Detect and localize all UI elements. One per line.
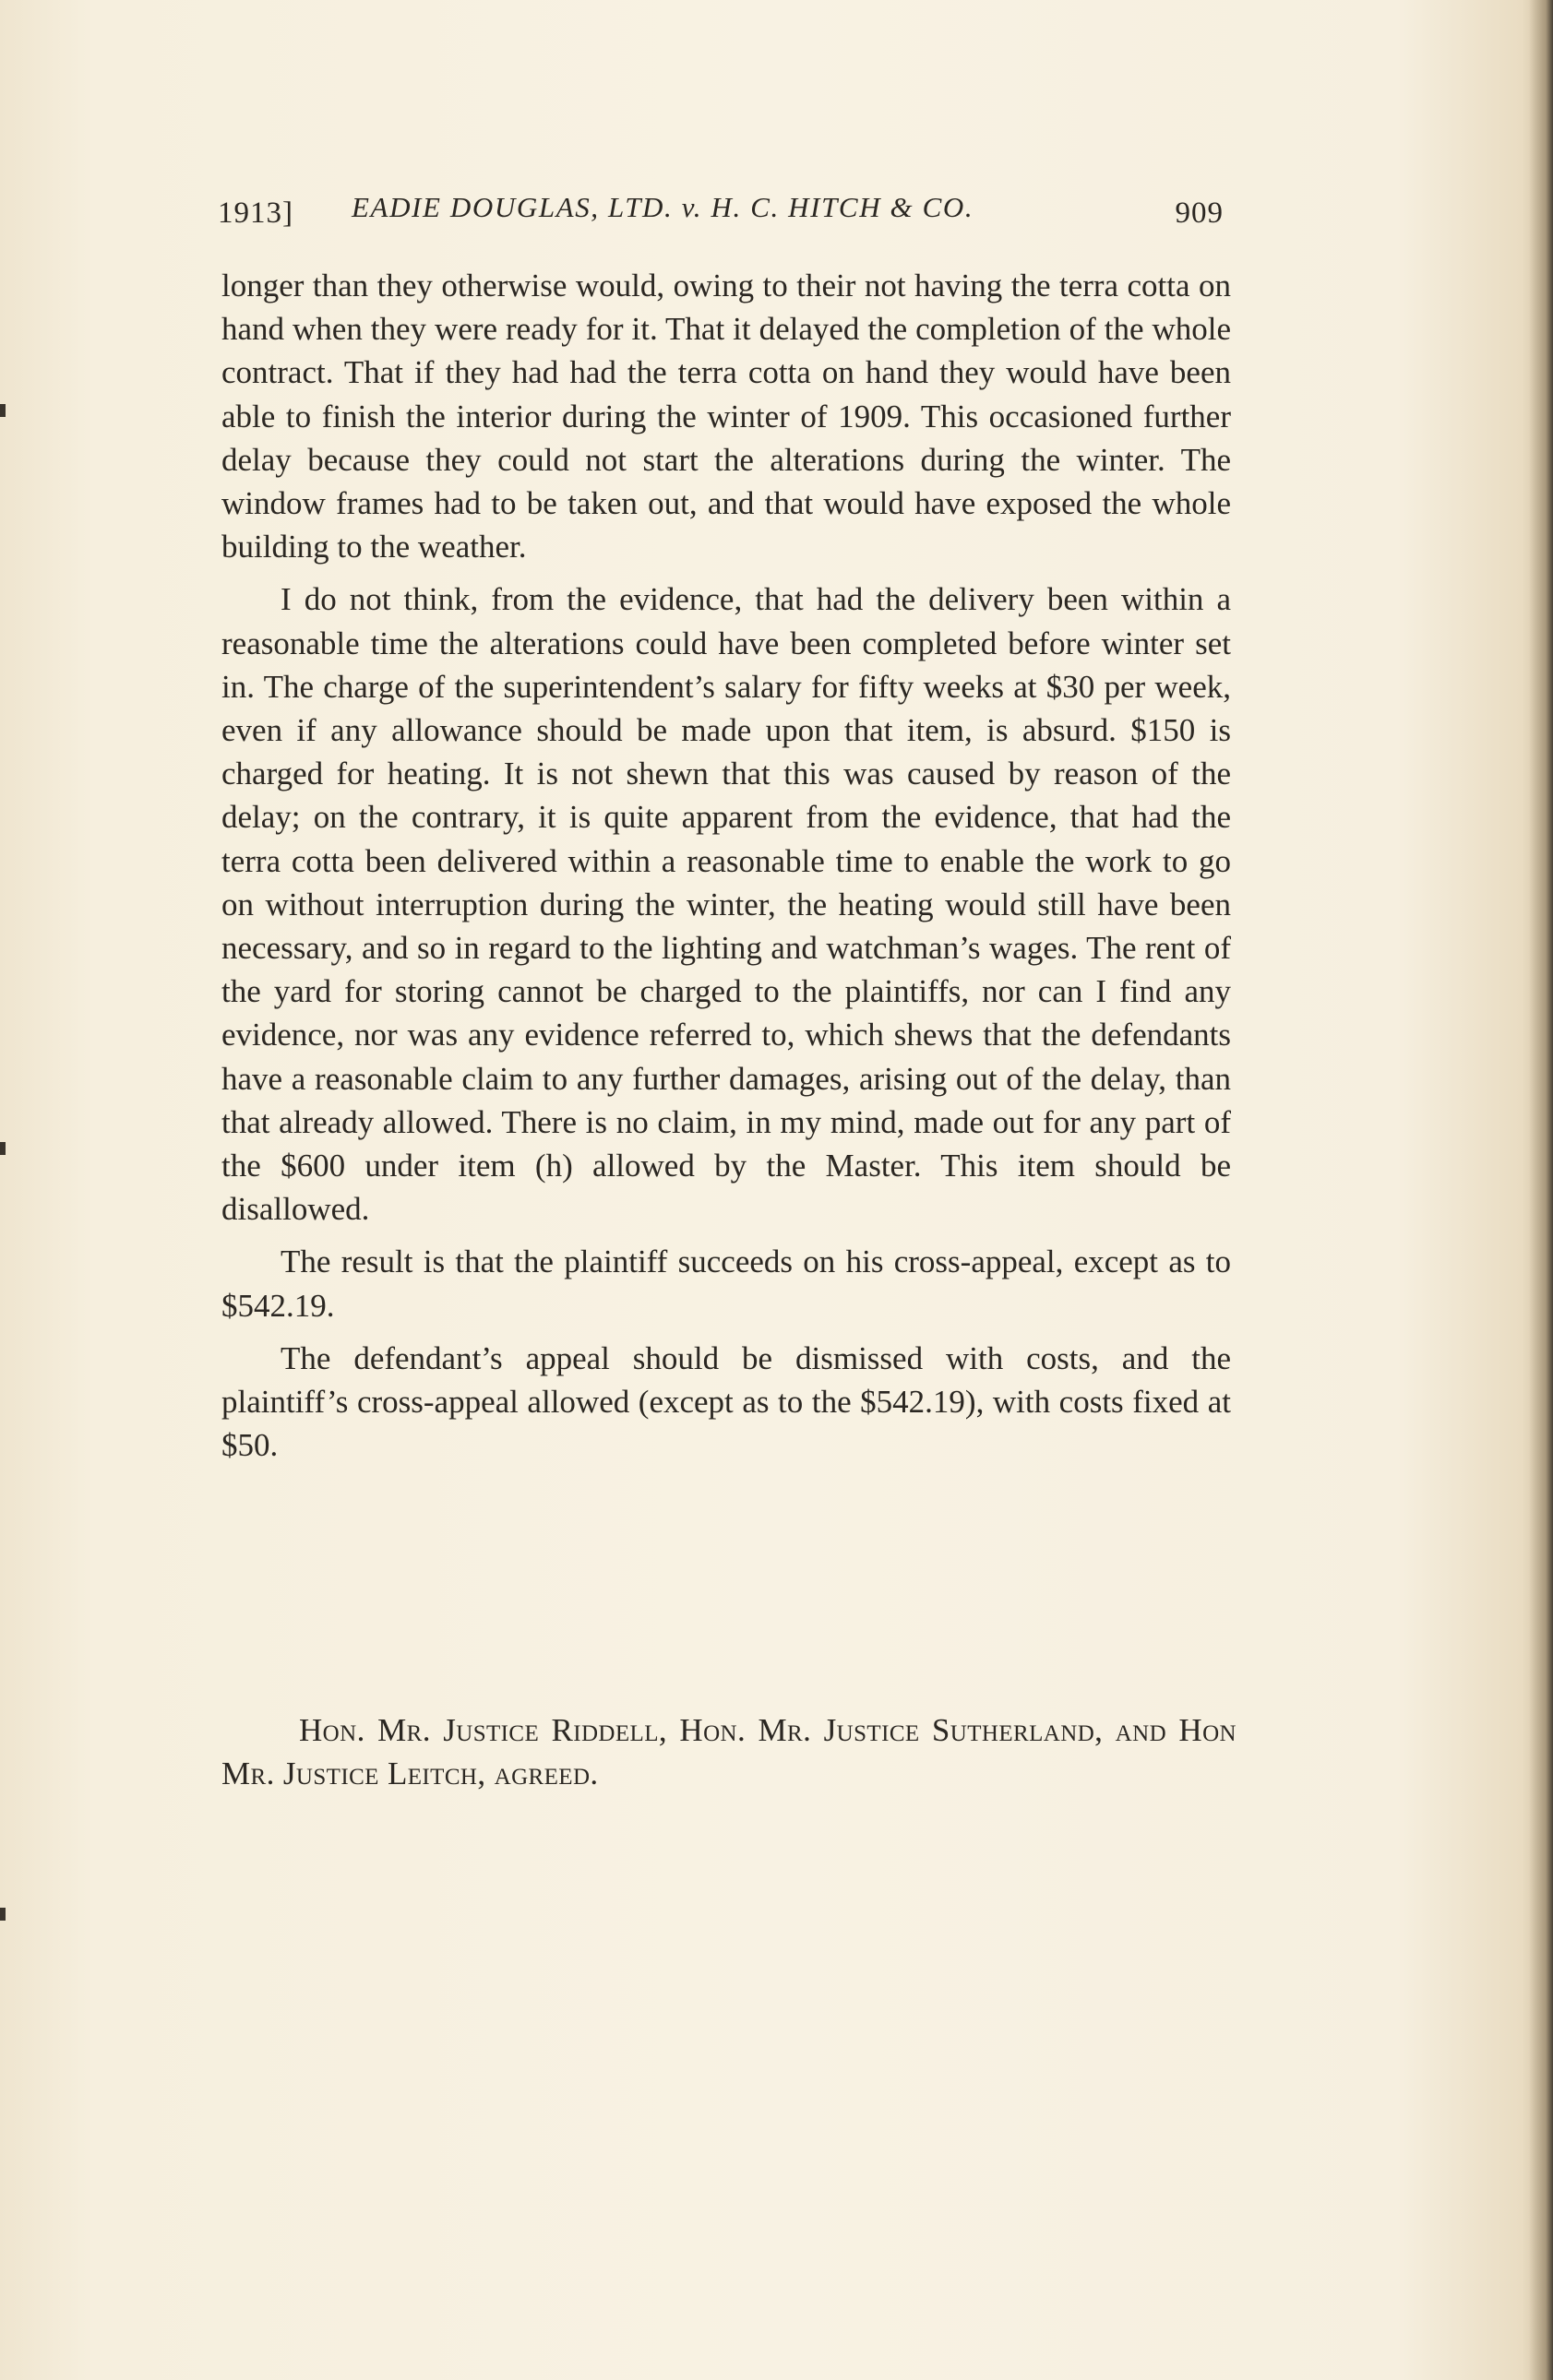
page-edge-mark (0, 1142, 6, 1155)
page-edge-mark (0, 1908, 6, 1921)
body-text (221, 264, 1231, 1476)
paragraph: I do not think, from the evidence, that had the delivery been within a reasonable time the alterations could have been completed before winter set in. The charge of the superintendent’s salary for fifty weeks at $30 per week, even if any allowance should be made upon that item, is absurd. $150 is charged for heating. It is not shewn that this was caused by reason of the delay; on the contrary, it is quite apparent from the evidence, that had the terra cotta been delivered within a reasonable time to enable the work to go on without interruption during the winter, the heating would still have been necessary, and so in regard to the lighting and watchman’s wages. The rent of the yard for storing cannot be charged to the plaintiffs, nor can I find any evidence, nor was any evidence referred to, which shews that the defendants have a reasonable claim to any further damages, arising out of the delay, than that already allowed. There is no claim, in my mind, made out for any part of the $600 under item (h) allowed by the Master. This item should be disallowed. (221, 581, 1231, 1228)
running-head-title: EADIE DOUGLAS, LTD. v. H. C. HITCH & CO. (352, 191, 974, 223)
concurrence-note: Hon. Mr. Justice Riddell, Hon. Mr. Justice Sutherland, and Hon Mr. Justice Leitch, agreed. (221, 1712, 1236, 1791)
running-head (218, 189, 1224, 244)
page-edge-mark (0, 404, 6, 417)
running-head-year: 1913] (218, 196, 293, 230)
spine-shadow (1529, 0, 1553, 2380)
paragraph: The result is that the plaintiff succeeds on his cross-appeal, except as to $542.19. (221, 1244, 1231, 1324)
page-number: 909 (1175, 196, 1224, 230)
paragraph: The defendant’s appeal should be dismissed with costs, and the plaintiff’s cross-appeal allowed (except as to the $542.19), with costs fixed at $50. (221, 1339, 1231, 1464)
paragraph-continued: longer than they otherwise would, owing to their not having the terra cotta on hand when they were ready for it. That it delayed the completion of the whole contract. That if they had had the terra cotta on hand they would have been able to finish the interior during the winter of 1909. This occasioned further delay because they could not start the alterations during the winter. The window frames had to be taken out, and that would have exposed the whole building to the weather. (221, 268, 1231, 565)
